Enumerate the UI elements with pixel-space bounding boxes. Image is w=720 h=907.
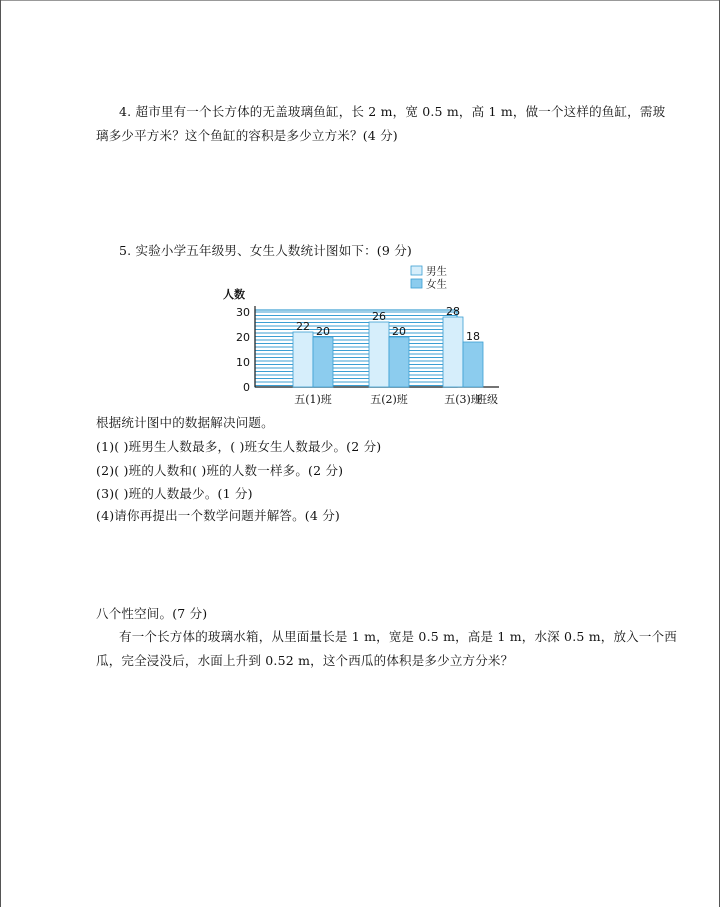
y-axis-label: 人数 (223, 288, 245, 301)
data-label: 26 (372, 310, 386, 323)
legend-label-girls: 女生 (426, 278, 447, 291)
y-tick-label: 20 (236, 331, 250, 344)
question-5-sub-4: (4)请你再提出一个数学问题并解答。(4 分) (96, 508, 340, 523)
data-label: 22 (296, 320, 310, 333)
page-border-top (0, 0, 720, 1)
data-label: 18 (466, 330, 480, 343)
x-axis-label: 班级 (476, 393, 498, 406)
y-tick-label: 10 (236, 356, 250, 369)
legend-swatch-boys (411, 266, 422, 275)
question-5-sub-2: (2)( )班的人数和( )班的人数一样多。(2 分) (96, 463, 344, 478)
question-5-title: 5. 实验小学五年级男、女生人数统计图如下：(9 分) (119, 243, 412, 258)
data-label: 28 (446, 305, 460, 318)
x-tick-label: 五(1)班 (294, 393, 332, 406)
question-8-line-1: 有一个长方体的玻璃水箱，从里面量长是 1 m，宽是 0.5 m，高是 1 m，水深 0.5 m，放入一个西 (119, 629, 677, 644)
question-4-line-1: 4. 超市里有一个长方体的无盖玻璃鱼缸，长 2 m，宽 0.5 m，高 1 m，做一个这样的鱼缸，需玻 (119, 104, 666, 119)
question-8-line-2: 瓜，完全浸没后，水面上升到 0.52 m，这个西瓜的体积是多少立方分米？ (96, 653, 514, 668)
legend-label-boys: 男生 (426, 265, 447, 278)
data-label: 20 (316, 325, 330, 338)
x-tick-label: 五(3)班 (444, 393, 482, 406)
x-tick-label: 五(2)班 (370, 393, 408, 406)
legend-swatch-girls (411, 279, 422, 288)
bar-girls-1 (313, 337, 333, 387)
bar-boys-1 (293, 332, 313, 387)
bar-boys-3 (443, 317, 463, 387)
y-tick-label: 30 (236, 306, 250, 319)
bar-boys-2 (369, 322, 389, 387)
bar-chart (215, 258, 515, 408)
plot-frame (255, 310, 457, 387)
question-4-line-2: 璃多少平方米？这个鱼缸的容积是多少立方米？(4 分) (96, 128, 398, 143)
bar-girls-2 (389, 337, 409, 387)
page-border-left (0, 0, 1, 907)
question-5-sub-1: (1)( )班男生人数最多，( )班女生人数最少。(2 分) (96, 439, 382, 454)
question-5-intro: 根据统计图中的数据解决问题。 (96, 415, 274, 430)
bar-girls-3 (463, 342, 483, 387)
data-label: 20 (392, 325, 406, 338)
y-tick-label: 0 (243, 381, 250, 394)
question-8-title: 八个性空间。(7 分) (96, 606, 208, 621)
question-5-sub-3: (3)( )班的人数最少。(1 分) (96, 486, 253, 501)
